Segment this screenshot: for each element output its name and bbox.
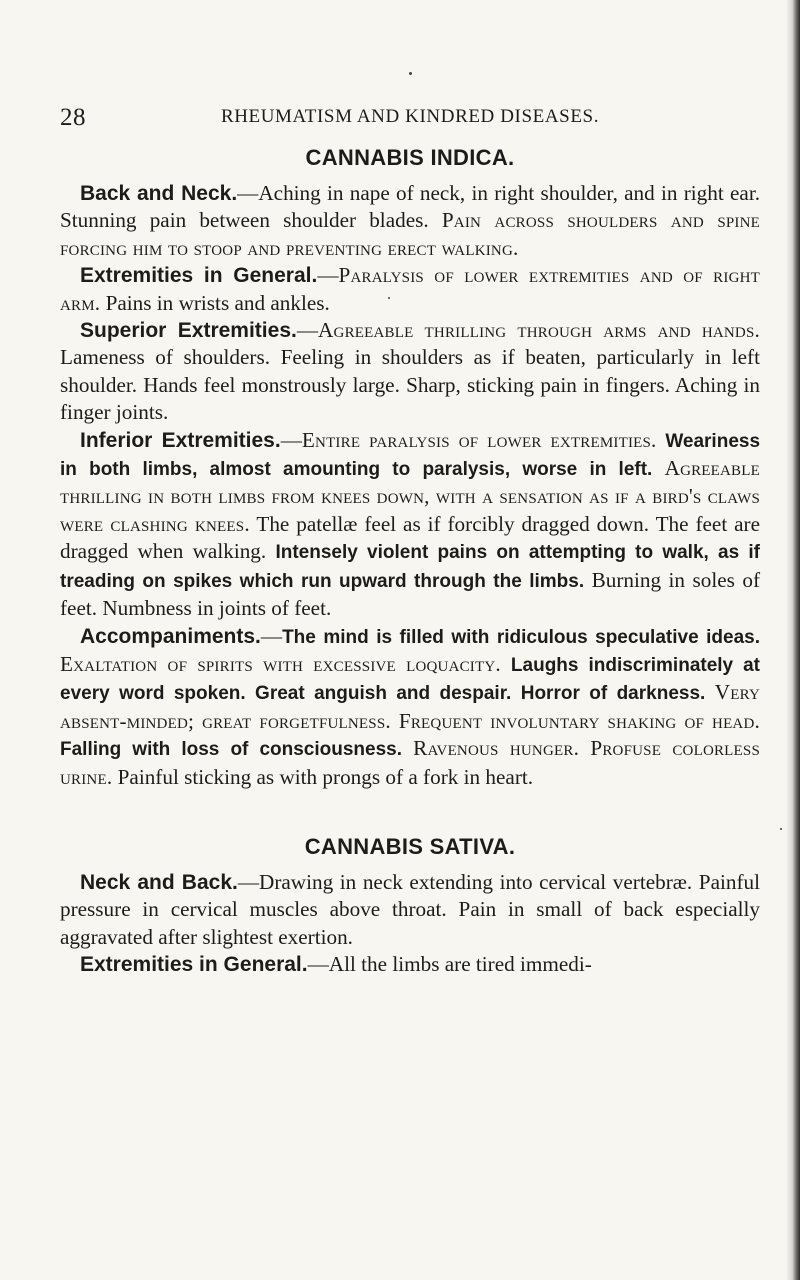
ink-speck [409,72,412,75]
body-text [60,142,760,979]
body-text-run: — [317,263,339,288]
paragraph-heading: Back and Neck. [80,182,238,205]
running-head [60,104,760,138]
paragraph-heading: Neck and Back. [80,870,238,894]
body-text-run: — [296,318,319,343]
paragraph-heading: Extremities in General. [80,953,308,977]
body-text-run: —All the limbs are tired immedi- [307,952,592,977]
ink-speck [780,828,782,830]
page-edge-shadow [786,0,800,1280]
paragraph-heading: Superior Extremities. [80,319,297,343]
body-text-run [652,456,664,480]
section-cannabis-sativa [60,869,760,979]
body-text-run: The patellæ feel as if forcibly dragged down. The feet are dragged when walking. [60,511,761,564]
small-caps-text: Paralysis of lower extremities and of right arm. [60,263,760,315]
bold-text: Weariness in both limbs, almost amounting to paralysis, worse in left. [60,430,761,481]
small-caps-text: Agreeable thrilling through arms and hands. [318,318,760,343]
paragraph-heading: Inferior Extremities. [80,428,281,452]
symptom-paragraph [60,180,760,262]
small-caps-text: Ravenous hunger. Profuse colorless urine. [60,736,760,789]
body-text-run: Burning in soles of feet. Numbness in joints of feet. [60,567,760,621]
body-text-run: Pains in wrists and ankles. [100,290,330,315]
small-caps-text: Exaltation of spirits with excessive loquacity. [60,651,501,676]
symptom-paragraph [60,427,760,623]
bold-text: Laughs indiscriminately at every word spoken. Great anguish and despair. Horror of darkness. [60,654,761,705]
body-text-run [402,736,413,760]
running-title: RHEUMATISM AND KINDRED DISEASES. [220,106,600,127]
body-text-run [501,652,511,676]
body-text-run: Lameness of shoulders. Feeling in shoulders as if beaten, particularly in left shoulder. Hands feel monstrously large. Sharp, sticking pain in fingers. Aching in finger joints. [60,345,760,425]
page-number: 28 [60,104,86,131]
paragraph-heading: Extremities in General. [80,264,318,288]
symptom-paragraph [60,262,760,317]
small-caps-text: Entire paralysis of lower extremities. [301,427,657,452]
body-text-run: —Aching in nape of neck, in right shoulder, and in right ear. Stunning pain between shoulder blades. [60,181,760,233]
bold-text: The mind is filled with ridiculous speculative ideas. [282,626,760,648]
body-text-run: — [280,427,302,452]
small-caps-text: Pain across shoulders and spine forcing him to stoop and preventing erect walking. [60,208,760,260]
small-caps-text: Agreeable thrilling in both limbs from knees down, with a sensation as if a bird's claws were clashing knees. [60,456,760,536]
symptom-paragraph [60,951,760,978]
small-caps-text: Very absent-minded; great forgetfulness. Frequent involuntary shaking of head. [60,680,760,733]
body-text-run [705,680,714,704]
section-title-cannabis-sativa: CANNABIS SATIVA. [304,833,516,859]
section-title-cannabis-indica: CANNABIS INDICA. [305,145,515,170]
section-cannabis-indica [60,180,760,791]
paragraph-heading: Accompaniments. [80,624,261,648]
symptom-paragraph [60,869,760,951]
body-text-run: — [260,623,283,648]
bold-text: Falling with loss of consciousness. [60,739,403,761]
symptom-paragraph [60,317,760,427]
body-text-run [657,428,666,452]
body-text-run: —Drawing in neck extending into cervical vertebræ. Painful pressure in cervical muscles above throat. Pain in small of back especially aggravated after slightest exertion. [60,869,760,949]
bold-text: Intensely violent pains on attempting to walk, as if treading on spikes which run upward through the limbs. [60,542,761,592]
symptom-paragraph [60,623,760,791]
body-text-run: Painful sticking as with prongs of a fork in heart. [112,764,534,789]
